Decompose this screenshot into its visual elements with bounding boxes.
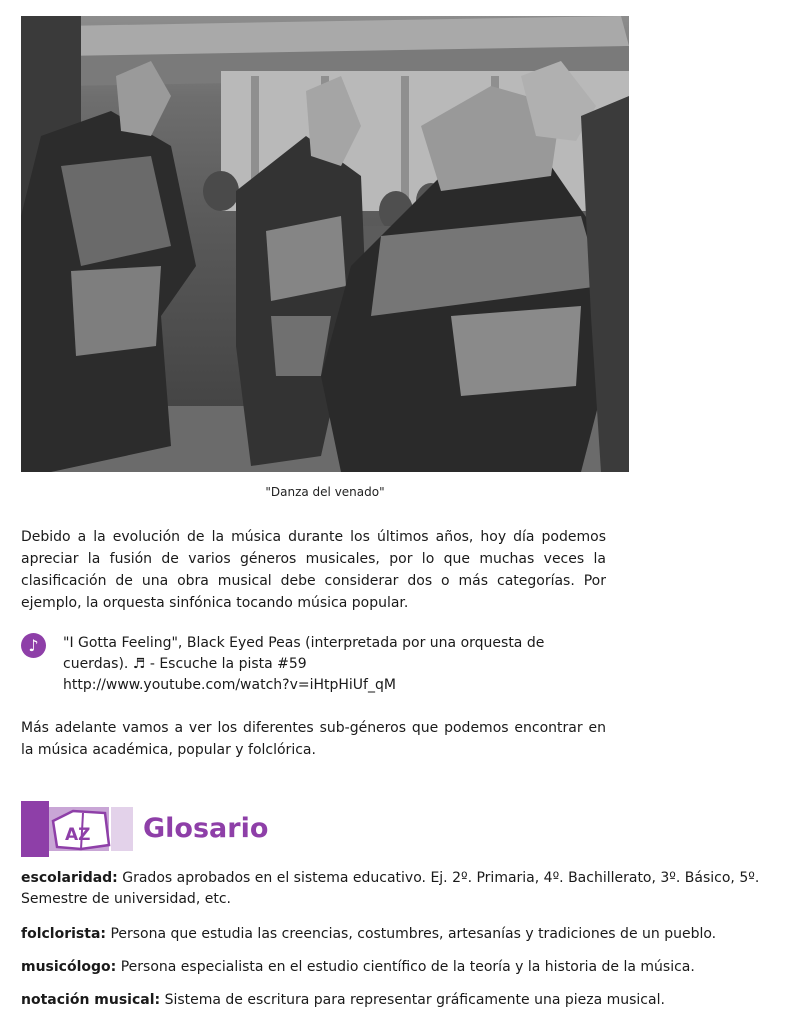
glossary-definition: Persona que estudia las creencias, costumbres, artesanías y tradiciones de un pueblo. <box>106 926 717 942</box>
glossary-title: Glosario <box>143 813 269 844</box>
music-example-line1: "I Gotta Feeling", Black Eyed Peas (interpretada por una orquesta de <box>63 635 545 651</box>
photo-illustration <box>21 16 629 472</box>
glossary-entry <box>21 924 776 945</box>
glossary-definition: Grados aprobados en el sistema educativo. Ej. 2º. Primaria, 4º. Bachillerato, 3º. Básico, 5º. Semestre de universidad, etc. <box>21 870 760 907</box>
glossary-entry <box>21 990 776 1011</box>
glossary-logo-text: AZ <box>65 825 91 845</box>
music-example-url[interactable]: http://www.youtube.com/watch?v=iHtpHiUf_qM <box>63 677 396 693</box>
glossary-term: escolaridad: <box>21 870 118 886</box>
music-example-line2: cuerdas). ♬ - Escuche la pista #59 <box>63 656 307 672</box>
glossary-definition: Persona especialista en el estudio científico de la teoría y la historia de la música. <box>116 959 695 975</box>
photo-caption: "Danza del venado" <box>265 485 385 499</box>
glossary-az-icon <box>21 801 133 857</box>
music-example-text <box>63 633 583 696</box>
intro-paragraph: Debido a la evolución de la música durante los últimos años, hoy día podemos apreciar la fusión de varios géneros musicales, por lo que muchas veces la clasificación de una obra musical debe considerar dos o más categorías. Por ejemplo, la orquesta sinfónica tocando música popular. <box>21 529 606 611</box>
glossary-term: musicólogo: <box>21 959 117 975</box>
subgenres-paragraph: Más adelante vamos a ver los diferentes sub-géneros que podemos encontrar en la música académica, popular y folclórica. <box>21 720 606 758</box>
glossary-entry <box>21 957 776 978</box>
glossary-header <box>21 801 321 857</box>
danza-del-venado-photo <box>21 16 629 472</box>
glossary-definition: Sistema de escritura para representar gráficamente una pieza musical. <box>160 992 665 1008</box>
glossary-term: folclorista: <box>21 926 106 942</box>
glossary-entry <box>21 868 776 910</box>
music-note-icon: ♪ <box>21 633 46 658</box>
glossary-term: notación musical: <box>21 992 161 1008</box>
